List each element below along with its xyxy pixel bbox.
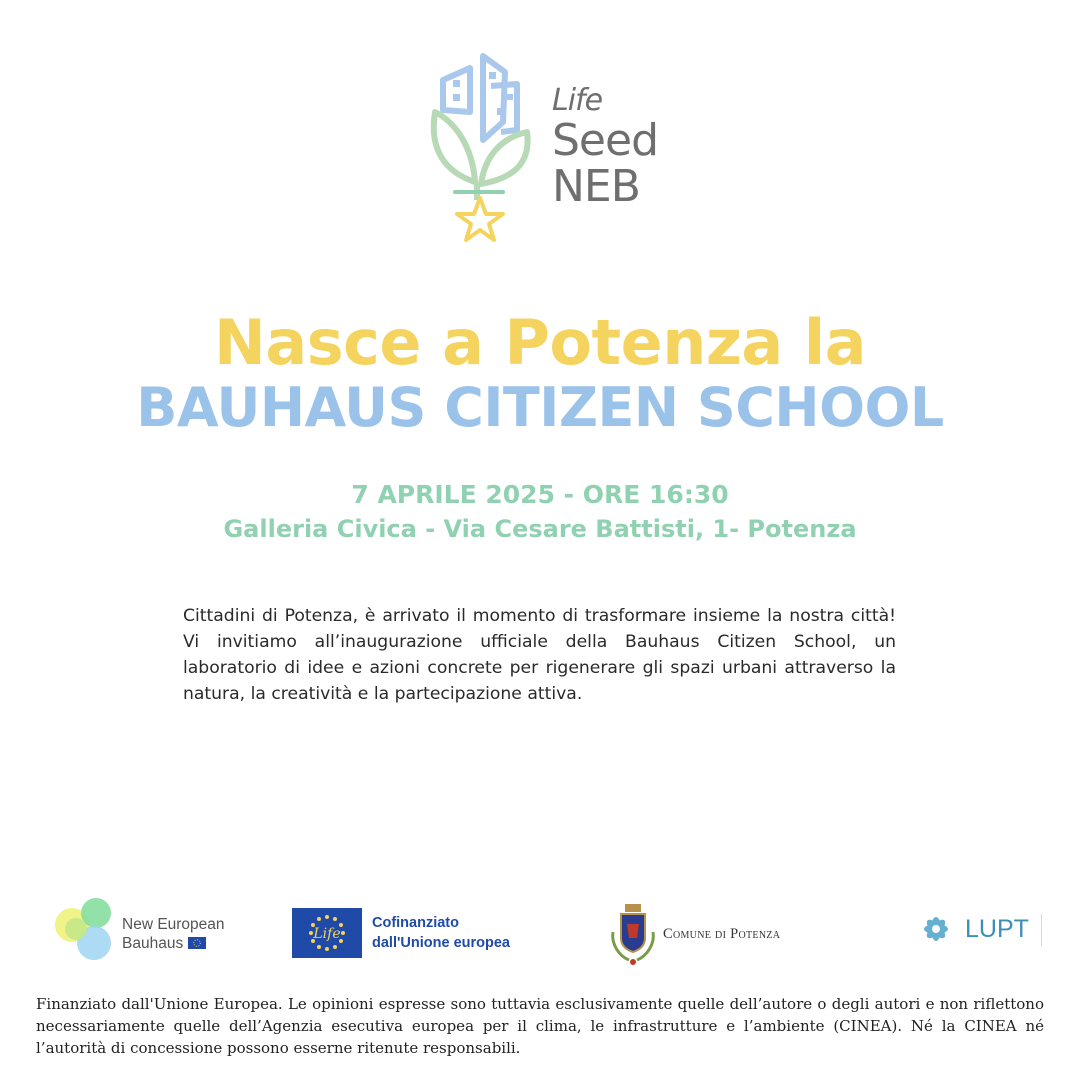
- life-seed-neb-logo: [425, 50, 535, 245]
- event-venue: Galleria Civica - Via Cesare Battisti, 1- Potenza: [223, 515, 857, 543]
- lupt-divider: [1041, 914, 1042, 946]
- eu-stars-icon: [292, 908, 362, 958]
- neb-label-bauhaus: Bauhaus: [122, 935, 184, 952]
- neb-label-line2: [122, 934, 225, 953]
- neb-label: [122, 915, 225, 953]
- lupt-logo: [915, 908, 1045, 952]
- neb-circles-icon: [50, 893, 122, 965]
- funding-disclaimer: Finanziato dall'Unione Europea. Le opinioni espresse sono tuttavia esclusivamente quelle dell’autore o degli autori e non riflettono necessariamente quelle dell’Agenzia esecutiva europea per il clima, le infrastrutture e l’ambiente (CINEA). Né la CINEA né l’autorità di concessione possono esserne ritenute responsabili.: [36, 995, 1044, 1057]
- eu-flag-life-label: Life: [313, 926, 341, 942]
- eu-life-flag: [292, 908, 362, 958]
- logo-life: Life: [552, 83, 603, 118]
- eu-cofinanced-logo: [292, 908, 562, 960]
- new-european-bauhaus-logo: [50, 893, 250, 965]
- lupt-flower-icon: [915, 908, 957, 950]
- potenza-coat-of-arms-icon: [607, 902, 659, 968]
- logo-wordmark: [552, 84, 658, 210]
- logo-seed: Seed: [552, 115, 658, 166]
- headline-line2: BAUHAUS CITIZEN SCHOOL: [136, 376, 944, 439]
- neb-label-line1: New European: [122, 916, 225, 933]
- comune-di-potenza-logo: [607, 902, 837, 968]
- event-date-time: 7 APRILE 2025 - ORE 16:30: [351, 480, 729, 509]
- body-paragraph: Cittadini di Potenza, è arrivato il momento di trasformare insieme la nostra città! Vi invitiamo all’inaugurazione ufficiale della Bauhaus Citizen School, un laboratorio di idee e azioni concrete per rigenerare gli spazi urbani attraverso la natura, la creatività e la partecipazione attiva.: [183, 606, 896, 704]
- logo-neb: NEB: [552, 161, 640, 212]
- eu-flag-icon: [188, 937, 206, 949]
- building-plant-icon: [425, 50, 535, 245]
- eu-cofinanced-line1: Cofinanziato: [372, 915, 459, 931]
- eu-cofinanced-line2: dall'Unione europea: [372, 935, 510, 951]
- comune-di-potenza-label: Comune di Potenza: [663, 926, 781, 942]
- eu-cofinanced-label: [372, 913, 510, 953]
- lupt-label: LUPT: [965, 915, 1029, 943]
- headline-line1: Nasce a Potenza la: [214, 306, 866, 379]
